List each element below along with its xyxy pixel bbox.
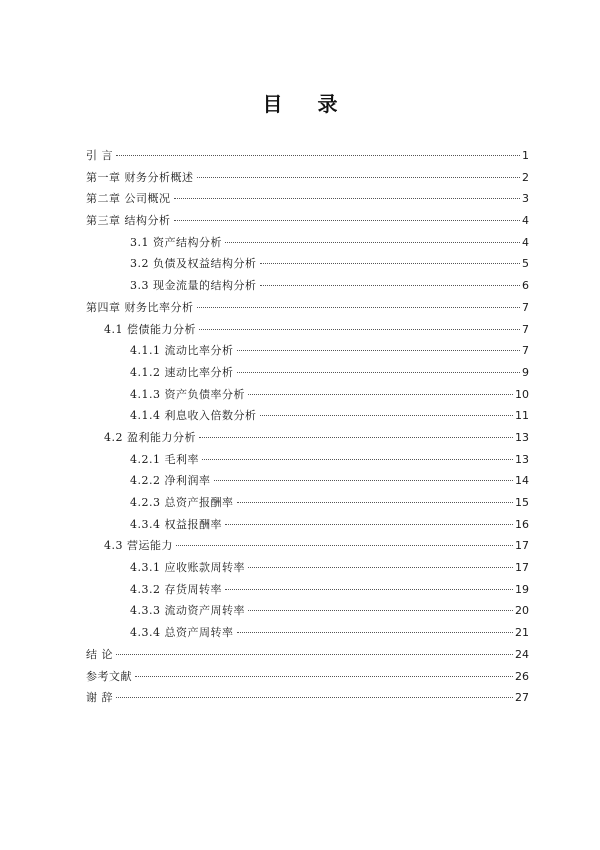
toc-entry-page-number: 26 <box>515 669 529 683</box>
toc-entry-25[interactable] <box>86 666 529 688</box>
toc-entry-8[interactable] <box>86 297 529 319</box>
dot-leader <box>116 654 513 655</box>
toc-entry-23[interactable] <box>86 622 529 644</box>
toc-entry-4[interactable] <box>86 210 529 232</box>
dot-leader <box>225 589 513 590</box>
toc-entry-16[interactable] <box>86 470 529 492</box>
toc-entry-5[interactable] <box>86 232 529 254</box>
dot-leader <box>248 610 513 611</box>
toc-entry-page-number: 2 <box>522 170 529 184</box>
toc-entry-18[interactable] <box>86 514 529 536</box>
toc-entry-page-number: 3 <box>522 192 529 206</box>
toc-entry-label: 引 言 <box>86 149 113 162</box>
toc-entry-6[interactable] <box>86 253 529 275</box>
toc-entry-page-number: 7 <box>522 300 529 314</box>
dot-leader <box>199 437 513 438</box>
toc-entry-2[interactable] <box>86 167 529 189</box>
toc-entry-label: 4.1.4 利息收入倍数分析 <box>130 409 257 423</box>
dot-leader <box>116 155 520 156</box>
toc-entry-page-number: 4 <box>522 214 529 228</box>
toc-entry-page-number: 24 <box>515 647 529 661</box>
toc-entry-label: 4.3 营运能力 <box>104 539 173 553</box>
toc-entry-page-number: 4 <box>522 235 529 249</box>
toc-entry-13[interactable] <box>86 405 529 427</box>
toc-entry-15[interactable] <box>86 449 529 471</box>
toc-entry-24[interactable] <box>86 644 529 666</box>
dot-leader <box>248 394 513 395</box>
toc-entry-11[interactable] <box>86 362 529 384</box>
toc-entry-label: 3.3 现金流量的结构分析 <box>130 279 257 293</box>
table-of-contents <box>86 145 529 709</box>
toc-entry-page-number: 17 <box>515 539 529 553</box>
toc-entry-label: 第一章 财务分析概述 <box>86 170 194 184</box>
toc-entry-label: 第三章 结构分析 <box>86 214 171 228</box>
toc-entry-label: 4.3.3 流动资产周转率 <box>130 604 245 618</box>
toc-entry-page-number: 7 <box>522 322 529 336</box>
toc-entry-page-number: 27 <box>515 691 529 705</box>
toc-entry-page-number: 15 <box>515 496 529 509</box>
toc-entry-page-number: 6 <box>522 279 529 293</box>
toc-entry-20[interactable] <box>86 557 529 579</box>
toc-entry-12[interactable] <box>86 384 529 406</box>
toc-entry-3[interactable] <box>86 188 529 210</box>
toc-entry-page-number: 1 <box>522 149 529 162</box>
toc-entry-22[interactable] <box>86 600 529 622</box>
page-title: 目 录 <box>262 92 352 116</box>
toc-entry-21[interactable] <box>86 579 529 601</box>
toc-entry-9[interactable] <box>86 319 529 341</box>
dot-leader <box>116 697 513 698</box>
toc-entry-page-number: 13 <box>515 452 529 466</box>
toc-entry-label: 4.3.4 权益报酬率 <box>130 517 222 531</box>
toc-entry-14[interactable] <box>86 427 529 449</box>
dot-leader <box>176 545 513 546</box>
dot-leader <box>174 220 521 221</box>
toc-entry-page-number: 11 <box>515 409 529 423</box>
toc-entry-label: 4.2.1 毛利率 <box>130 452 199 466</box>
dot-leader <box>237 502 514 503</box>
toc-entry-19[interactable] <box>86 535 529 557</box>
dot-leader <box>135 676 513 677</box>
toc-entry-page-number: 19 <box>515 582 529 596</box>
dot-leader <box>202 459 513 460</box>
dot-leader <box>260 415 514 416</box>
toc-entry-7[interactable] <box>86 275 529 297</box>
toc-entry-label: 4.1 偿债能力分析 <box>104 322 196 336</box>
dot-leader <box>197 307 521 308</box>
dot-leader <box>225 524 513 525</box>
dot-leader <box>260 263 521 264</box>
toc-entry-label: 结 论 <box>86 647 113 661</box>
toc-entry-page-number: 20 <box>515 604 529 618</box>
dot-leader <box>237 350 521 351</box>
toc-entry-label: 3.2 负债及权益结构分析 <box>130 257 257 271</box>
toc-entry-label: 4.1.2 速动比率分析 <box>130 365 234 379</box>
dot-leader <box>197 177 521 178</box>
toc-entry-label: 4.3.1 应收账款周转率 <box>130 561 245 575</box>
toc-entry-page-number: 5 <box>522 257 529 271</box>
toc-entry-label: 参考文献 <box>86 669 132 683</box>
toc-entry-page-number: 13 <box>515 430 529 444</box>
toc-entry-page-number: 9 <box>522 365 529 379</box>
toc-entry-page-number: 16 <box>515 517 529 531</box>
toc-entry-label: 4.2.2 净利润率 <box>130 474 211 488</box>
toc-entry-17[interactable] <box>86 492 529 514</box>
toc-entry-10[interactable] <box>86 340 529 362</box>
toc-entry-page-number: 10 <box>515 387 529 401</box>
dot-leader <box>214 480 514 481</box>
toc-entry-page-number: 21 <box>515 626 529 640</box>
toc-entry-26[interactable] <box>86 687 529 709</box>
toc-entry-label: 谢 辞 <box>86 691 113 705</box>
toc-entry-label: 4.3.4 总资产周转率 <box>130 626 234 640</box>
dot-leader <box>237 372 521 373</box>
toc-entry-label: 第四章 财务比率分析 <box>86 300 194 314</box>
dot-leader <box>248 567 513 568</box>
dot-leader <box>199 329 520 330</box>
toc-entry-label: 第二章 公司概况 <box>86 192 171 206</box>
toc-entry-label: 4.2 盈利能力分析 <box>104 430 196 444</box>
toc-entry-page-number: 7 <box>522 344 529 358</box>
toc-entry-1[interactable] <box>86 145 529 167</box>
toc-entry-page-number: 14 <box>515 474 529 488</box>
dot-leader <box>174 198 521 199</box>
toc-entry-label: 4.1.3 资产负债率分析 <box>130 387 245 401</box>
dot-leader <box>237 632 514 633</box>
toc-entry-page-number: 17 <box>515 561 529 575</box>
toc-entry-label: 4.1.1 流动比率分析 <box>130 344 234 358</box>
toc-entry-label: 3.1 资产结构分析 <box>130 235 222 249</box>
toc-entry-label: 4.2.3 总资产报酬率 <box>130 496 234 509</box>
dot-leader <box>225 242 520 243</box>
toc-entry-label: 4.3.2 存货周转率 <box>130 582 222 596</box>
dot-leader <box>260 285 521 286</box>
